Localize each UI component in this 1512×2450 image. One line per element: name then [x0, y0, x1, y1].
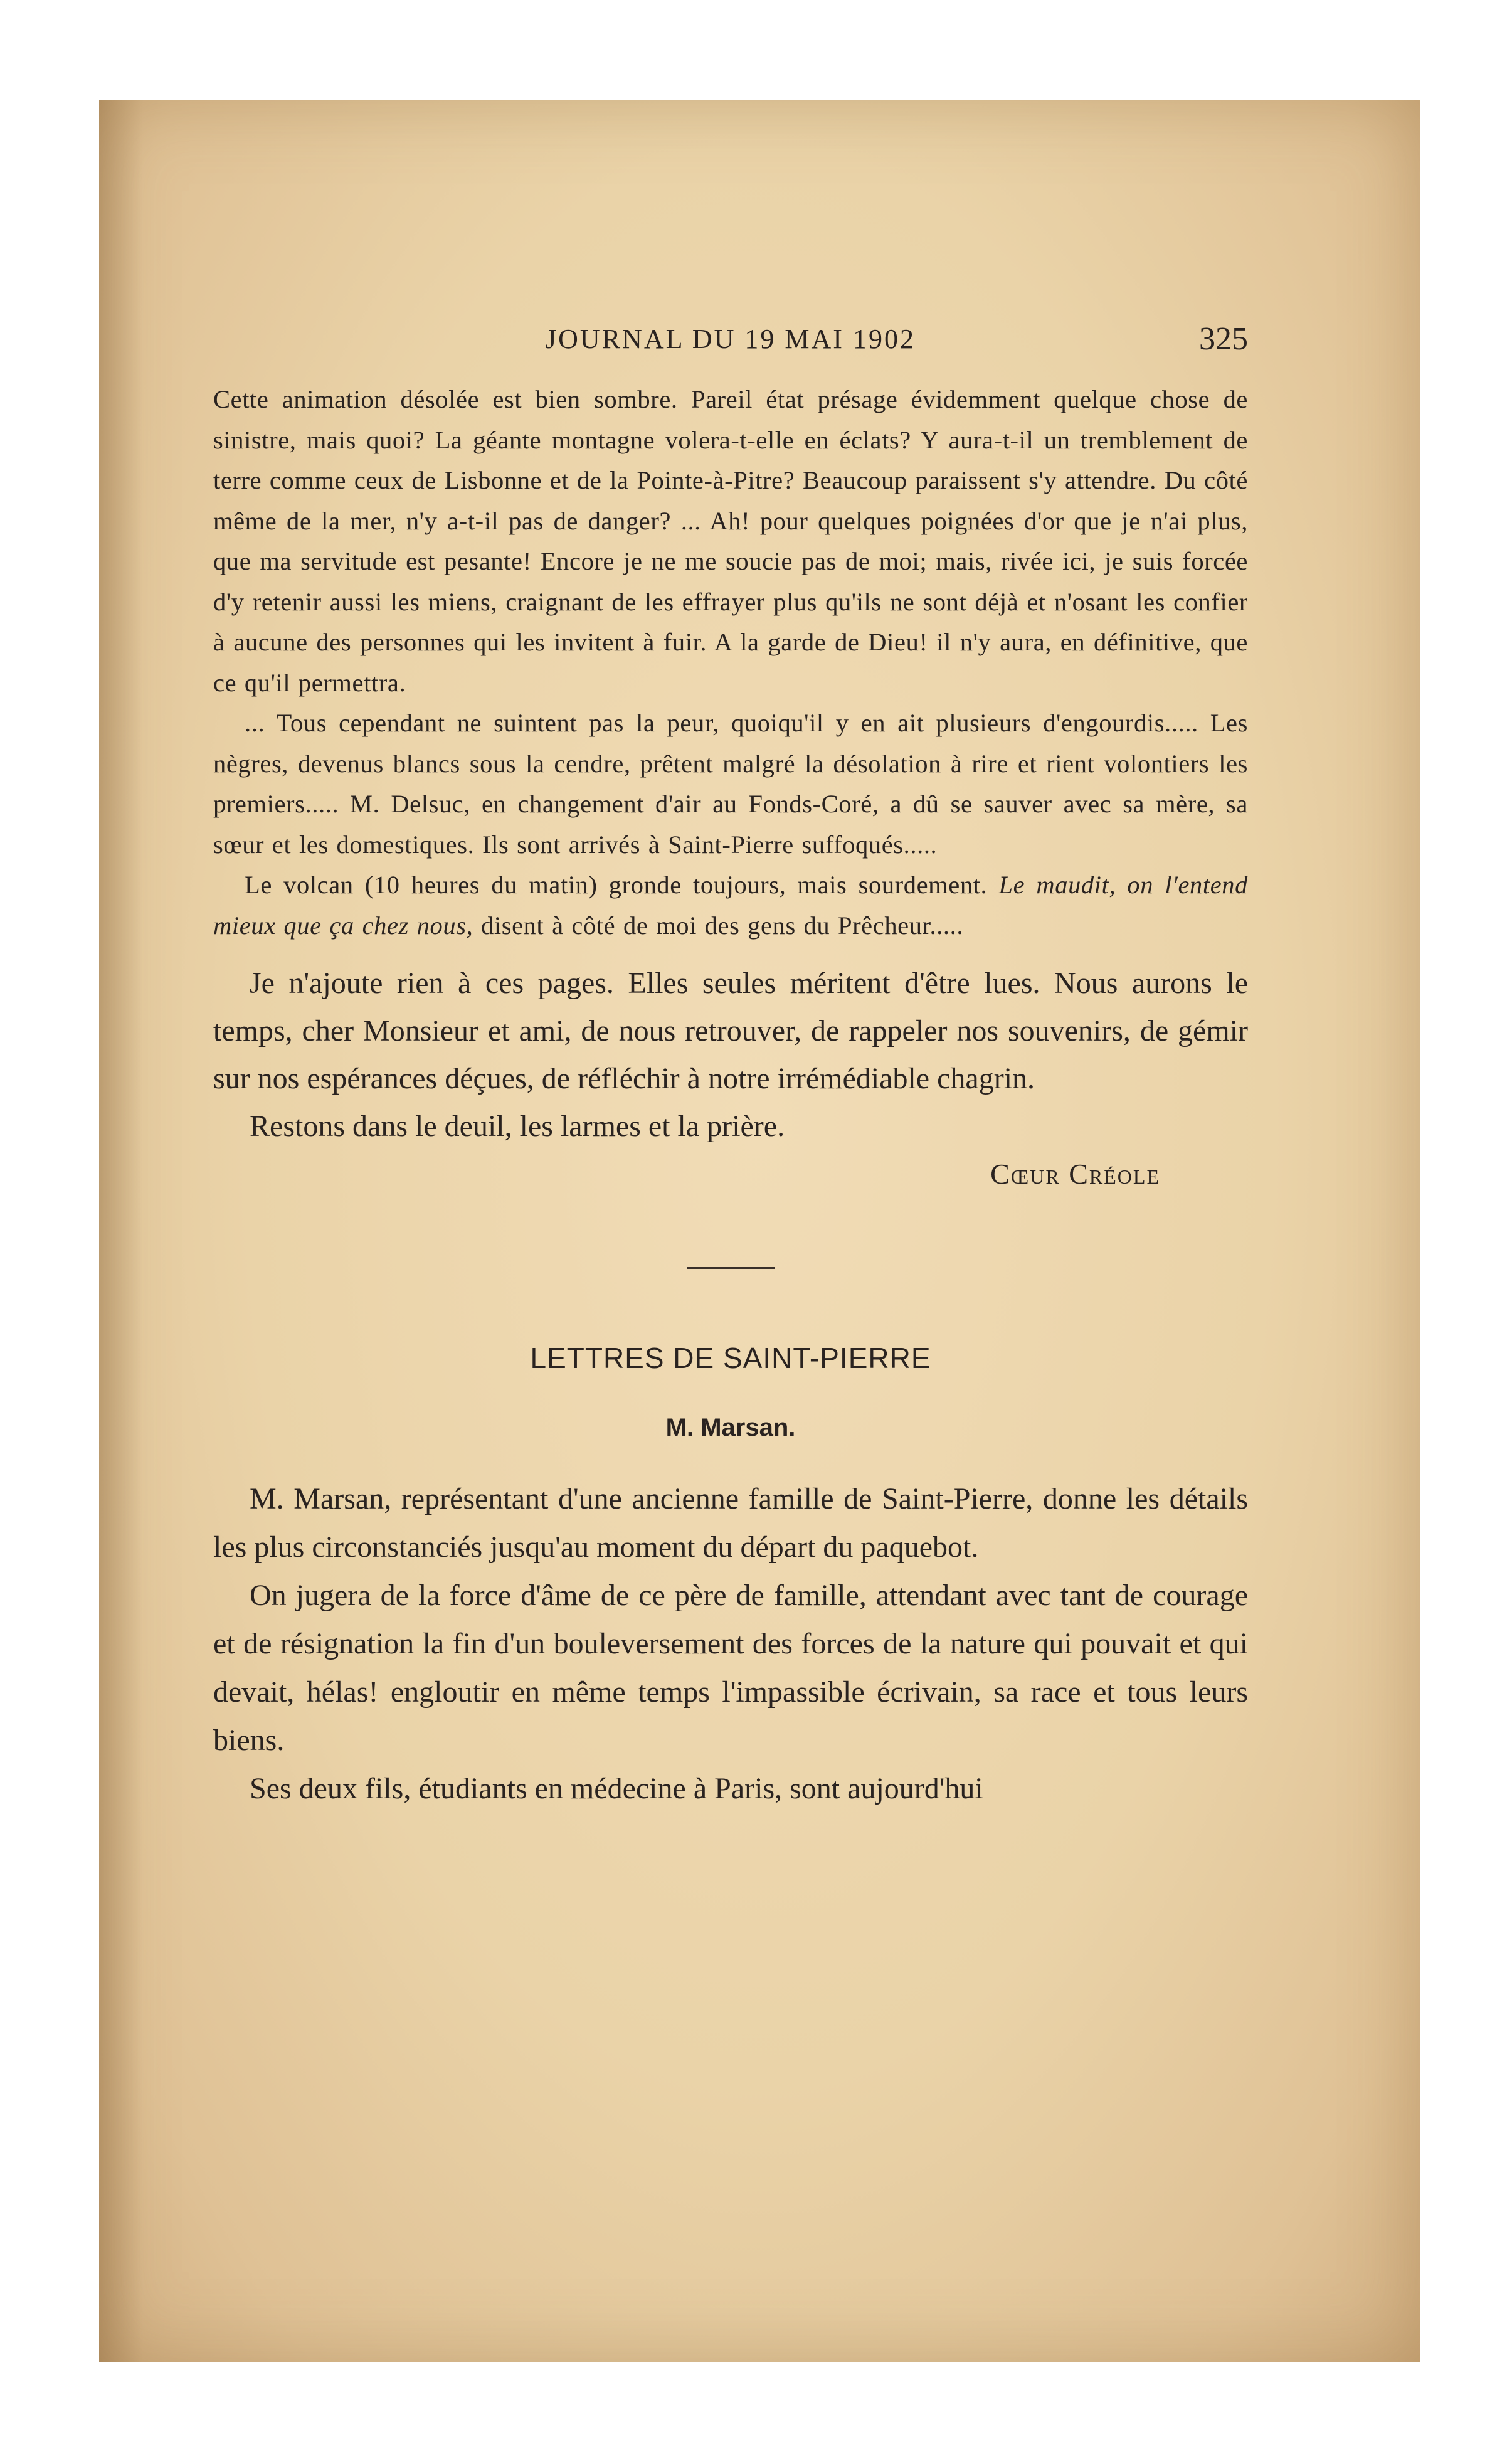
running-head [213, 323, 1248, 379]
excerpt-paragraph-3-end: disent à côté de moi des gens du Prêcheur..... [473, 911, 964, 940]
conclusion [213, 960, 1248, 1198]
text-column [213, 323, 1248, 1813]
excerpt-paragraph-3 [213, 865, 1248, 946]
running-head-title: JOURNAL DU 19 MAI 1902 [546, 324, 916, 354]
section-paragraph-3: Ses deux fils, étudiants en médecine à Paris, sont aujourd'hui [250, 1772, 983, 1805]
section-body [213, 1475, 1248, 1813]
journal-excerpt [213, 379, 1248, 946]
excerpt-paragraph-1: Cette animation désolée est bien sombre. Pareil état présage évidemment quelque chose de sinistre, mais quoi? La géante montagne volera-t-elle en éclats? Y aura-t-il un tremblement de terre comme ceux de Lisbonne et de la Pointe-à-Pitre? Beaucoup paraissent s'y attendre. Du côté même de la mer, n'y a-t-il pas de danger? ... Ah! pour quelques poignées d'or que je n'ai plus, que ma servitude est pesante! Encore je ne me soucie pas de moi; mais, rivée ici, je suis forcée d'y retenir aussi les miens, craignant de les effrayer plus qu'ils ne sont déjà et n'osant les confier à aucune des personnes qui les invitent à fuir. A la garde de Dieu! il n'y aura, en définitive, que ce qu'il permettra. [213, 385, 1248, 697]
section-divider [687, 1267, 775, 1269]
signature: Cœur Créole [990, 1158, 1160, 1190]
page-spine-shadow [99, 100, 143, 2362]
excerpt-paragraph-2: ... Tous cependant ne suintent pas la peur, quoiqu'il y en ait plusieurs d'engourdis..... Les nègres, devenus blancs sous la cendre, prêtent malgré la désolation à rire et rient volontiers les premiers..... M. Delsuc, en changement d'air au Fonds-Coré, a dû se sauver avec sa mère, sa sœur et les domestiques. Ils sont arrivés à Saint-Pierre suffoqués..... [213, 709, 1248, 859]
scanned-page [99, 100, 1420, 2362]
excerpt-paragraph-3-start: Le volcan (10 heures du matin) gronde toujours, mais sourdement. [245, 871, 999, 899]
conclusion-paragraph-2: Restons dans le deuil, les larmes et la prière. [250, 1110, 785, 1143]
section-title: LETTRES DE SAINT-PIERRE [530, 1342, 931, 1374]
section-paragraph-1: M. Marsan, représentant d'une ancienne famille de Saint-Pierre, donne les détails les plus circonstanciés jusqu'au moment du départ du paquebot. [213, 1482, 1248, 1564]
page-number: 325 [1199, 321, 1248, 357]
section-subtitle: M. Marsan. [665, 1414, 796, 1441]
section-paragraph-2: On jugera de la force d'âme de ce père de famille, attendant avec tant de courage et de résignation la fin d'un bouleversement des forces de la nature qui pouvait et qui devait, hélas! engloutir en même temps l'impassible écrivain, sa race et tous leurs biens. [213, 1579, 1248, 1757]
excerpt-paragraph-3-italic: Le maudit, on l'entend mieux que ça chez nous, [213, 871, 1248, 940]
conclusion-paragraph-1: Je n'ajoute rien à ces pages. Elles seules méritent d'être lues. Nous aurons le temps, cher Monsieur et ami, de nous retrouver, de rappeler nos souvenirs, de gémir sur nos espérances déçues, de réfléchir à notre irrémédiable chagrin. [213, 967, 1248, 1095]
